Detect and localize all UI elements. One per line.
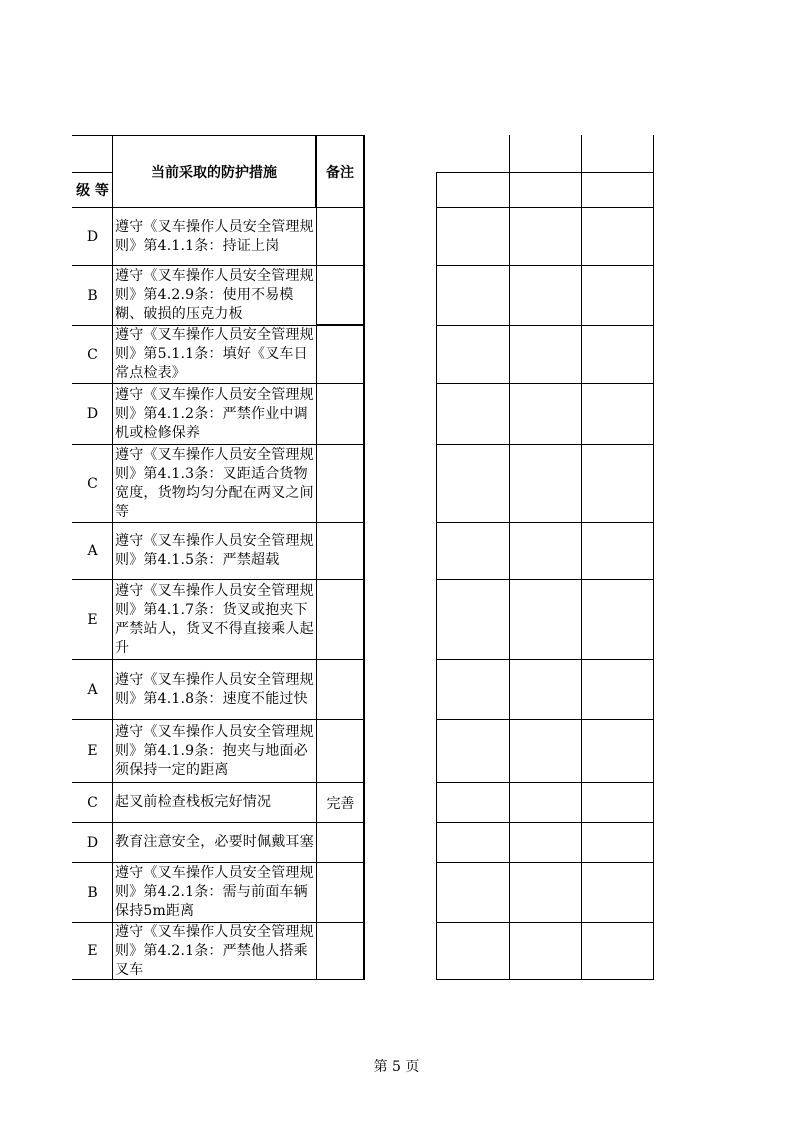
grade-cell: E bbox=[87, 611, 98, 628]
remark-cell bbox=[317, 720, 364, 782]
remark-cell bbox=[317, 326, 364, 383]
measure-cell: 遵守《叉车操作人员安全管理规则》第4.1.1条：持证上岗 bbox=[115, 218, 314, 254]
grade-cell: C bbox=[87, 475, 98, 492]
remark-cell bbox=[317, 523, 364, 579]
grade-cell: D bbox=[86, 834, 99, 851]
measure-cell: 教育注意安全，必要时佩戴耳塞 bbox=[115, 834, 314, 850]
remark-cell bbox=[317, 384, 364, 444]
measure-cell: 遵守《叉车操作人员安全管理规则》第4.1.3条：叉距适合货物宽度，货物均匀分配在两叉之间等 bbox=[115, 446, 314, 520]
measure-cell: 遵守《叉车操作人员安全管理规则》第4.1.9条：抱夹与地面必须保持一定的距离 bbox=[115, 723, 314, 778]
grade-cell: D bbox=[86, 406, 99, 422]
remark-cell bbox=[317, 863, 364, 922]
remark-cell bbox=[317, 660, 364, 719]
grade-cell: A bbox=[87, 543, 98, 559]
grade-cell: E bbox=[87, 743, 98, 759]
measure-cell: 遵守《叉车操作人员安全管理规则》第4.1.2条：严禁作业中调机或检修保养 bbox=[115, 386, 314, 441]
page-number: 第 5 页 bbox=[373, 1059, 420, 1075]
grade-cell: A bbox=[87, 681, 98, 698]
remark-cell bbox=[317, 445, 364, 522]
remark-cell bbox=[317, 208, 364, 265]
grade-cell: B bbox=[87, 287, 98, 304]
remark-cell bbox=[317, 580, 364, 659]
measure-cell: 遵守《叉车操作人员安全管理规则》第4.1.8条：速度不能过快 bbox=[115, 671, 314, 707]
measure-cell: 遵守《叉车操作人员安全管理规则》第4.2.9条：使用不易模糊、破损的压克力板 bbox=[115, 268, 314, 322]
remark-cell bbox=[317, 923, 364, 979]
grade-cell: E bbox=[87, 943, 98, 959]
remark-cell bbox=[317, 823, 364, 862]
grade-cell: B bbox=[87, 884, 98, 901]
measure-cell: 遵守《叉车操作人员安全管理规则》第4.1.7条：货叉或抱夹下严禁站人，货叉不得直接乘人起升 bbox=[115, 582, 314, 656]
measure-cell: 起叉前检查栈板完好情况 bbox=[115, 794, 272, 810]
measure-cell: 遵守《叉车操作人员安全管理规则》第4.2.1条：需与前面车辆保持5m距离 bbox=[115, 865, 314, 919]
measure-cell: 遵守《叉车操作人员安全管理规则》第4.1.5条：严禁超载 bbox=[115, 533, 314, 568]
grade-header: 级 等 bbox=[76, 183, 109, 199]
measures-header: 当前采取的防护措施 bbox=[151, 164, 277, 181]
remark-cell bbox=[317, 266, 364, 325]
grade-cell: D bbox=[86, 228, 99, 245]
remark-cell: 完善 bbox=[326, 795, 355, 812]
grade-cell: C bbox=[87, 794, 98, 811]
remarks-header: 备注 bbox=[326, 164, 354, 181]
measure-cell: 遵守《叉车操作人员安全管理规则》第4.2.1条：严禁他人搭乘叉车 bbox=[115, 923, 314, 978]
measure-cell: 遵守《叉车操作人员安全管理规则》第5.1.1条：填好《叉车日常点检表》 bbox=[115, 327, 314, 381]
grade-cell: C bbox=[87, 346, 98, 363]
